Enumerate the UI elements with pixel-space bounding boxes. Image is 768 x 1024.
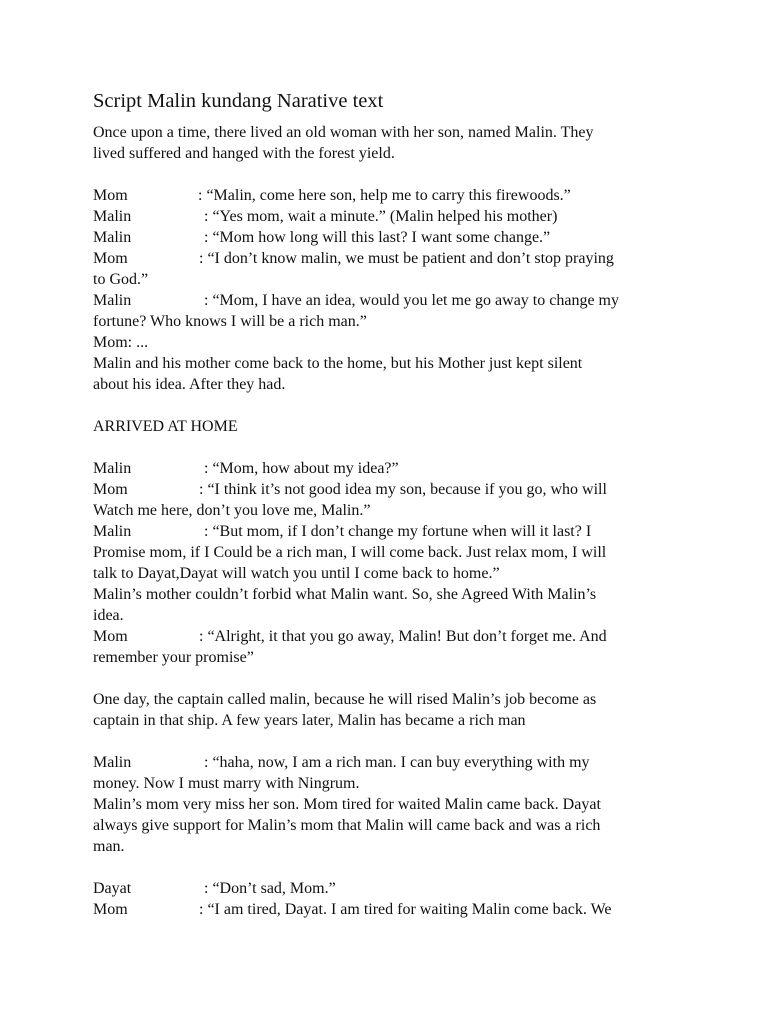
dialogue-line: [93, 458, 683, 479]
dialogue-text: : “I don’t know malin, we must be patient and don’t stop praying: [199, 250, 614, 267]
dialogue-continuation: Promise mom, if I Could be a rich man, I will come back. Just relax mom, I will: [93, 544, 607, 561]
dialogue-text: : “Mom, I have an idea, would you let me go away to change my: [204, 292, 619, 309]
narration-line: captain in that ship. A few years later, Malin has became a rich man: [93, 712, 526, 729]
dialogue-text: : “I am tired, Dayat. I am tired for waiting Malin come back. We: [199, 901, 612, 918]
dialogue-line: [93, 899, 683, 920]
dialogue-continuation: remember your promise”: [93, 649, 254, 666]
speaker-name: Malin: [93, 754, 132, 771]
dialogue-line: [93, 479, 683, 500]
dialogue-text: : “haha, now, I am a rich man. I can buy everything with my: [204, 754, 590, 771]
dialogue-continuation: Watch me here, don’t you love me, Malin.”: [93, 502, 371, 519]
section-heading: ARRIVED AT HOME: [93, 418, 238, 435]
dialogue-text: : “I think it’s not good idea my son, because if you go, who will: [199, 481, 607, 498]
speaker-name: Mom: [93, 481, 128, 498]
speaker-name: Malin: [93, 229, 132, 246]
dialogue-text: : “Malin, come here son, help me to carry this firewoods.”: [198, 187, 571, 204]
dialogue-text: : “Yes mom, wait a minute.” (Malin helped his mother): [204, 208, 558, 225]
dialogue-continuation: talk to Dayat,Dayat will watch you until I come back to home.”: [93, 565, 500, 582]
speaker-name: Malin: [93, 208, 132, 225]
dialogue-continuation: fortune? Who knows I will be a rich man.”: [93, 313, 367, 330]
dialogue-text: : “Mom how long will this last? I want some change.”: [204, 229, 551, 246]
dialogue-line: [93, 752, 683, 773]
dialogue-text: : “Alright, it that you go away, Malin! But don’t forget me. And: [199, 628, 607, 645]
speaker-name: Malin: [93, 292, 132, 309]
dialogue-text: : “Don’t sad, Mom.”: [204, 880, 336, 897]
dialogue-line: [93, 521, 683, 542]
intro-line: Once upon a time, there lived an old woman with her son, named Malin. They: [93, 124, 594, 141]
intro-paragraph: [93, 122, 683, 164]
speaker-name: Dayat: [93, 880, 132, 897]
speaker-name: Mom: [93, 187, 128, 204]
narration-line: about his idea. After they had.: [93, 376, 286, 393]
narration-line: Malin’s mom very miss her son. Mom tired for waited Malin came back. Dayat: [93, 796, 601, 813]
narration-line: One day, the captain called malin, because he will rised Malin’s job become as: [93, 691, 597, 708]
dialogue-line: [93, 290, 683, 311]
dialogue-line: [93, 206, 683, 227]
dialogue-text: : “Mom, how about my idea?”: [204, 460, 399, 477]
narration-line: Malin and his mother come back to the home, but his Mother just kept silent: [93, 355, 583, 372]
mom-silence-line: Mom: ...: [93, 334, 149, 351]
intro-line: lived suffered and hanged with the forest yield.: [93, 145, 395, 162]
speaker-name: Mom: [93, 901, 128, 918]
dialogue-line: [93, 626, 683, 647]
dialogue-line: [93, 248, 683, 269]
dialogue-continuation: to God.”: [93, 271, 149, 288]
document-title: Script Malin kundang Narative text: [93, 90, 384, 112]
narration-line: Malin’s mother couldn’t forbid what Malin want. So, she Agreed With Malin’s: [93, 586, 597, 603]
dialogue-line: [93, 227, 683, 248]
speaker-name: Mom: [93, 628, 128, 645]
dialogue-line: [93, 185, 683, 206]
dialogue-text: : “But mom, if I don’t change my fortune when will it last? I: [204, 523, 592, 540]
speaker-name: Malin: [93, 523, 132, 540]
narration-line: man.: [93, 838, 125, 855]
document-page: [93, 88, 683, 920]
narration-line: idea.: [93, 607, 124, 624]
dialogue-continuation: money. Now I must marry with Ningrum.: [93, 775, 360, 792]
dialogue-line: [93, 878, 683, 899]
speaker-name: Malin: [93, 460, 132, 477]
narration-line: always give support for Malin’s mom that Malin will came back and was a rich: [93, 817, 601, 834]
speaker-name: Mom: [93, 250, 128, 267]
